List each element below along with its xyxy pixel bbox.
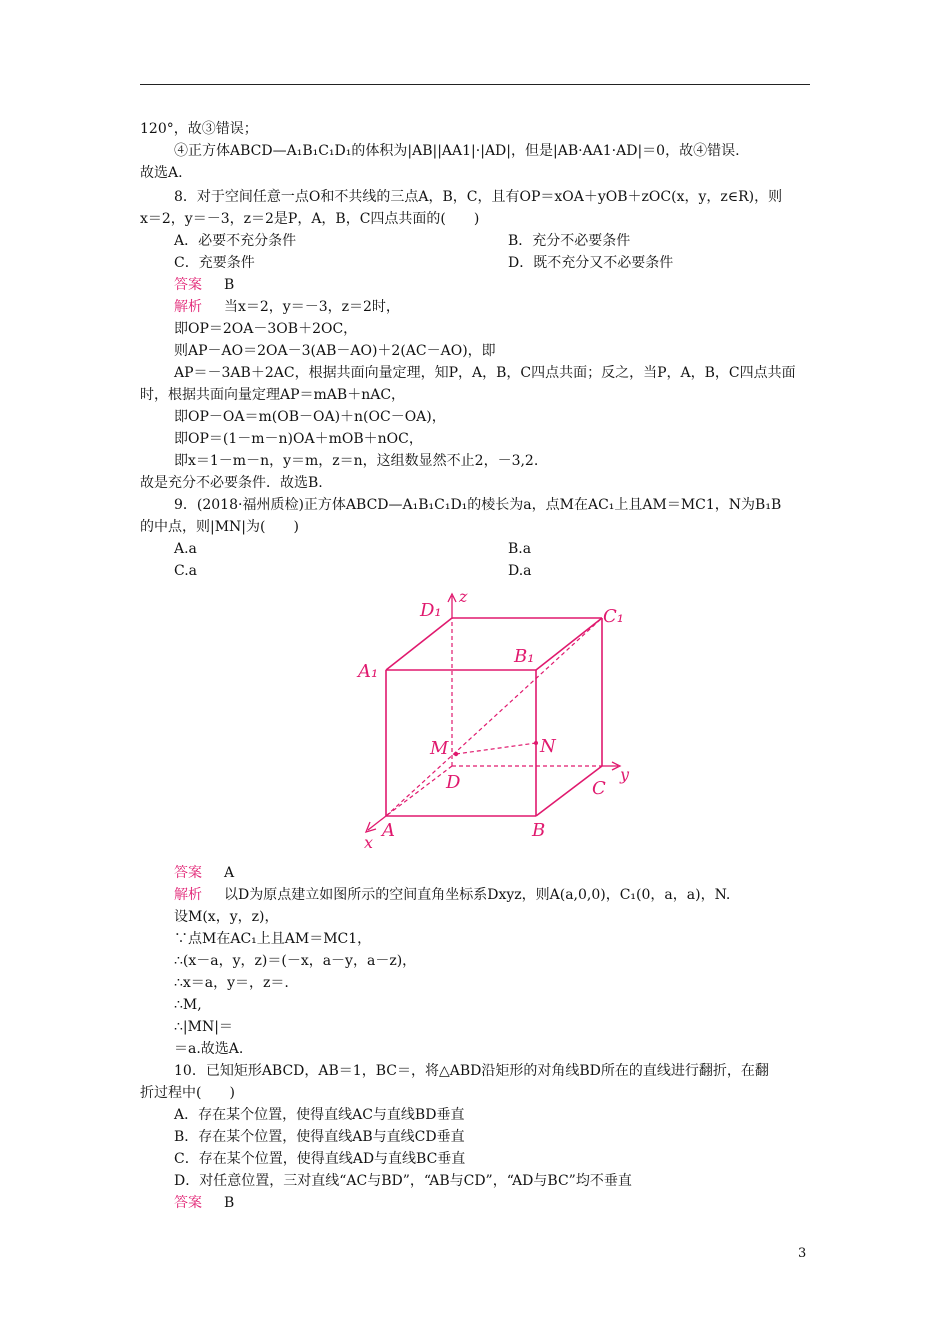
text-line: 故选A. — [140, 165, 183, 181]
page-number: 3 — [798, 1246, 807, 1261]
diagonal-ac1 — [386, 618, 602, 816]
answer-label: 答案 — [174, 865, 202, 881]
text-line: 即OP＝2OA－3OB＋2OC， — [174, 321, 358, 337]
text-line: ∴|MN|＝ — [174, 1019, 233, 1035]
text-line: 120°，故③错误； — [140, 121, 258, 137]
answer-value: B — [224, 277, 235, 293]
edge-da-hidden — [386, 766, 452, 816]
label-z: z — [459, 587, 468, 606]
option-c: C．存在某个位置，使得直线AD与直线BC垂直 — [174, 1151, 466, 1167]
option-c: C.a — [174, 563, 198, 579]
question-10-stem: 10．已知矩形ABCD，AB＝1，BC＝，将△ABD沿矩形的对角线BD所在的直线进行翻折，在翻 — [174, 1063, 769, 1079]
text-line: ∴x＝a，y＝，z＝. — [174, 975, 289, 991]
point-n — [534, 741, 538, 745]
label-b1: B₁ — [514, 646, 535, 667]
question-8-stem: 8．对于空间任意一点O和不共线的三点A，B，C，且有OP＝xOA＋yOB＋zOC(x，y，z∈R)，则 — [174, 189, 783, 205]
answer-label: 答案 — [174, 1195, 202, 1211]
edge-b1c1 — [536, 618, 602, 670]
text-line: 设M(x，y，z)， — [174, 909, 279, 925]
label-d1: D₁ — [420, 600, 442, 621]
cube-diagram — [346, 582, 640, 852]
option-b: B.a — [508, 541, 532, 557]
label-a1: A₁ — [358, 661, 379, 682]
label-x: x — [364, 833, 374, 852]
option-c: C．充要条件 — [174, 255, 255, 271]
label-a: A — [382, 820, 395, 841]
answer-value: A — [224, 865, 235, 881]
option-a: A.a — [174, 541, 197, 557]
answer-value: B — [224, 1195, 235, 1211]
text-line: 则AP－AO＝2OA－3(AB－AO)＋2(AC－AO)，即 — [174, 343, 496, 359]
answer-label: 答案 — [174, 277, 202, 293]
question-8-stem: x＝2，y＝－3，z＝2是P，A，B，C四点共面的( ) — [140, 211, 480, 227]
text-line: ＝a.故选A. — [174, 1041, 244, 1057]
option-d: D.a — [508, 563, 532, 579]
cube-figure — [346, 582, 640, 852]
label-c1: C₁ — [603, 606, 624, 627]
text-line: 故是充分不必要条件．故选B. — [140, 475, 323, 491]
option-d: D．对任意位置，三对直线“AC与BD”，“AB与CD”，“AD与BC”均不垂直 — [174, 1173, 632, 1189]
label-m: M — [430, 738, 449, 759]
text-line: ④正方体ABCD—A₁B₁C₁D₁的体积为|AB||AA1|·|AD|，但是|AB·AA1·AD|＝0，故④错误. — [174, 143, 740, 159]
edge-a1d1 — [386, 618, 452, 670]
text-line: 即OP＝(1－m－n)OA＋mOB＋nOC， — [174, 431, 423, 447]
question-9-stem: 的中点，则|MN|为( ) — [140, 519, 299, 535]
text-line: ∴(x－a，y，z)＝(－x，a－y，a－z)， — [174, 953, 417, 969]
option-b: B．存在某个位置，使得直线AB与直线CD垂直 — [174, 1129, 465, 1145]
analysis-label: 解析 — [174, 887, 202, 903]
segment-mn — [456, 743, 536, 754]
text-line: ∵点M在AC₁上且AM＝MC1， — [174, 931, 372, 947]
label-b: B — [532, 820, 546, 841]
text-line: 当x＝2，y＝－3，z＝2时， — [224, 299, 400, 315]
option-a: A．必要不充分条件 — [174, 233, 297, 249]
option-d: D．既不充分又不必要条件 — [508, 255, 674, 271]
question-10-stem: 折过程中( ) — [140, 1085, 235, 1101]
analysis-label: 解析 — [174, 299, 202, 315]
text-line: 即OP－OA＝m(OB－OA)＋n(OC－OA)， — [174, 409, 446, 425]
label-y: y — [620, 765, 630, 784]
option-b: B．充分不必要条件 — [508, 233, 631, 249]
text-line: 时，根据共面向量定理AP＝mAB＋nAC， — [140, 387, 406, 403]
text-line: AP＝－3AB＋2AC，根据共面向量定理，知P，A，B，C四点共面；反之，当P，A，B，C四点共面 — [174, 365, 796, 381]
label-d: D — [446, 772, 461, 793]
question-9-stem: 9．(2018·福州质检)正方体ABCD—A₁B₁C₁D₁的棱长为a，点M在AC₁上且AM＝MC1，N为B₁B — [174, 497, 782, 513]
text-line: 即x＝1－m－n，y＝m，z＝n，这组数显然不止2，－3,2. — [174, 453, 539, 469]
option-a: A．存在某个位置，使得直线AC与直线BD垂直 — [174, 1107, 465, 1123]
label-n: N — [540, 736, 556, 757]
header-rule — [140, 84, 810, 85]
text-line: 以D为原点建立如图所示的空间直角坐标系Dxyz，则A(a,0,0)，C₁(0，a，a)，N. — [224, 887, 731, 903]
point-m — [454, 752, 458, 756]
label-c: C — [592, 778, 606, 799]
text-line: ∴M, — [174, 997, 202, 1013]
